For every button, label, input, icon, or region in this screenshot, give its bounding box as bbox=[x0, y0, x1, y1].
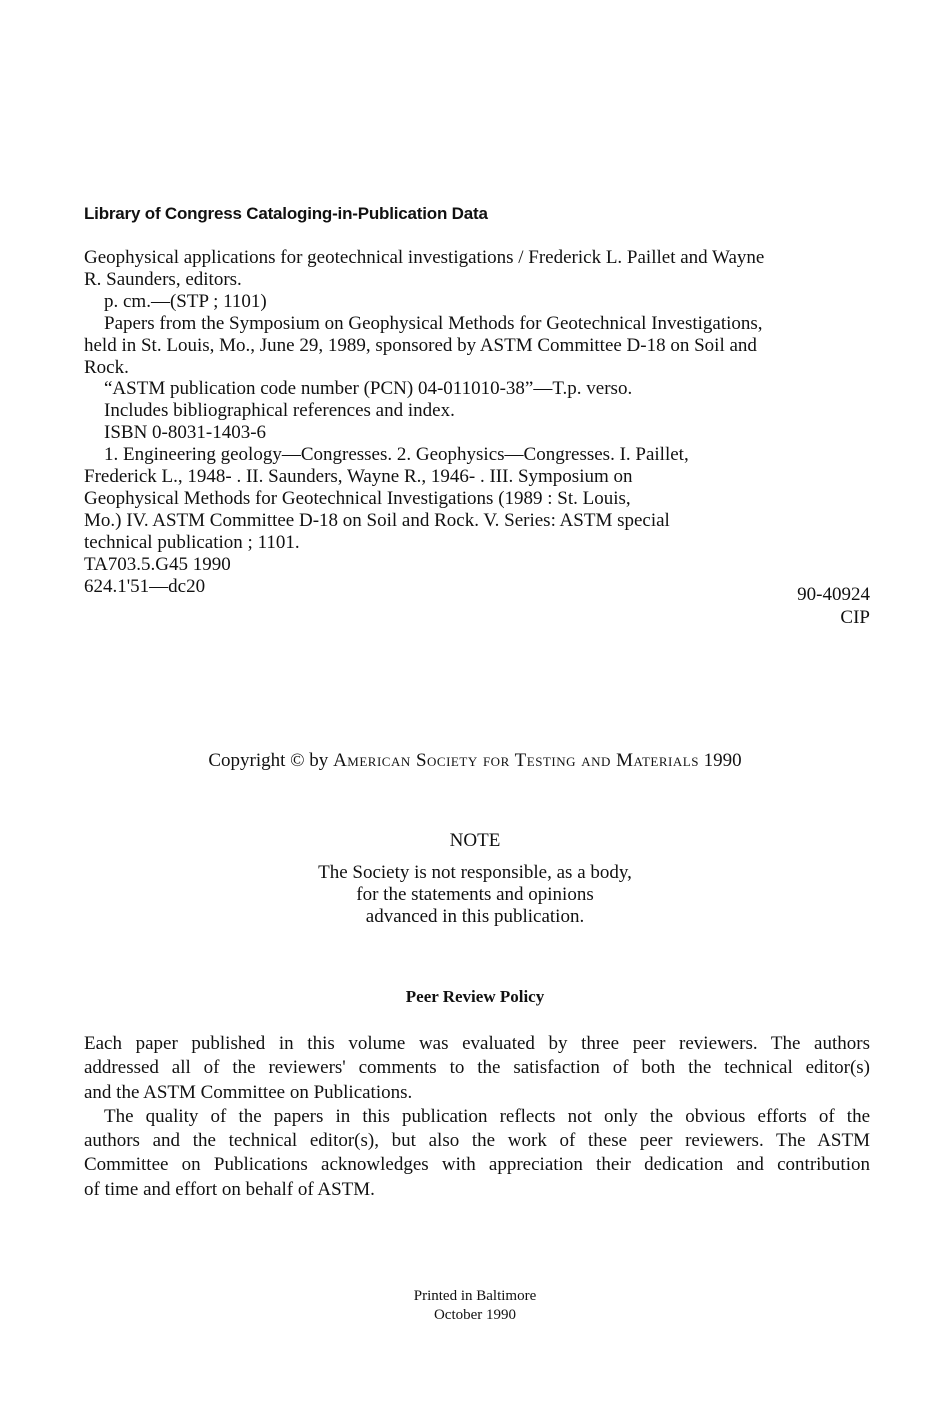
peer-review-line: and the ASTM Committee on Publications. bbox=[84, 1081, 413, 1103]
note-line: The Society is not responsible, as a body, bbox=[318, 862, 632, 883]
printed-info bbox=[0, 1287, 950, 1325]
printed-location: Printed in Baltimore bbox=[413, 1288, 537, 1304]
cip-label: CIP bbox=[840, 607, 870, 628]
cip-line: “ASTM publication code number (PCN) 04-011010-38”—T.p. verso. bbox=[104, 378, 633, 400]
copyright-year: 1990 bbox=[703, 750, 742, 771]
copyright-prefix: Copyright © by bbox=[208, 750, 329, 771]
lccn-block bbox=[797, 583, 870, 629]
cip-line: 624.1'51—dc20 bbox=[84, 575, 206, 597]
peer-review-line: Committee on Publications acknowledges with appreciation their dedication and contribution bbox=[84, 1154, 870, 1176]
note-line: advanced in this publication. bbox=[365, 906, 585, 927]
cip-record bbox=[84, 247, 874, 598]
cip-line: held in St. Louis, Mo., June 29, 1989, sponsored by ASTM Committee D-18 on Soil and bbox=[84, 334, 757, 356]
note-line: for the statements and opinions bbox=[356, 884, 594, 905]
cip-line: Geophysical applications for geotechnical investigations / Frederick L. Paillet and Wayne bbox=[84, 247, 765, 268]
cip-line: Papers from the Symposium on Geophysical Methods for Geotechnical Investigations, bbox=[104, 312, 763, 334]
peer-review-line: Each paper published in this volume was evaluated by three peer reviewers. The authors bbox=[84, 1033, 870, 1054]
printed-date: October 1990 bbox=[433, 1307, 517, 1323]
cip-line: 1. Engineering geology—Congresses. 2. Geophysics—Congresses. I. Paillet, bbox=[104, 444, 689, 466]
peer-review-line: The quality of the papers in this publication reflects not only the obvious efforts of the bbox=[104, 1105, 870, 1127]
lccn-number: 90-40924 bbox=[797, 584, 870, 605]
cip-line: R. Saunders, editors. bbox=[84, 268, 242, 290]
copyright-line bbox=[0, 750, 950, 772]
cip-line: Frederick L., 1948- . II. Saunders, Wayne R., 1946- . III. Symposium on bbox=[84, 466, 633, 488]
cip-line: technical publication ; 1101. bbox=[84, 531, 300, 553]
peer-review-line: addressed all of the reviewers' comments to the satisfaction of both the technical editor(s) bbox=[84, 1057, 870, 1079]
cip-line: Mo.) IV. ASTM Committee D-18 on Soil and Rock. V. Series: ASTM special bbox=[84, 509, 670, 531]
cip-line: Includes bibliographical references and index. bbox=[104, 400, 455, 422]
note-body bbox=[0, 862, 950, 928]
cip-line: TA703.5.G45 1990 bbox=[84, 553, 231, 575]
cip-line: Rock. bbox=[84, 356, 129, 378]
peer-review-heading: Peer Review Policy bbox=[405, 987, 545, 1006]
copyright-org: American Society for Testing and Materials bbox=[333, 750, 699, 771]
cip-line: Geophysical Methods for Geotechnical Investigations (1989 : St. Louis, bbox=[84, 487, 631, 509]
cip-heading: Library of Congress Cataloging-in-Publication Data bbox=[84, 204, 488, 223]
note-heading: NOTE bbox=[449, 830, 501, 851]
cip-line: ISBN 0-8031-1403-6 bbox=[104, 422, 267, 444]
peer-review-line: authors and the technical editor(s), but also the work of these peer reviewers. The ASTM bbox=[84, 1130, 870, 1152]
cip-line: p. cm.—(STP ; 1101) bbox=[104, 290, 267, 312]
peer-review-line: of time and effort on behalf of ASTM. bbox=[84, 1178, 375, 1200]
peer-review-body bbox=[84, 1032, 870, 1202]
